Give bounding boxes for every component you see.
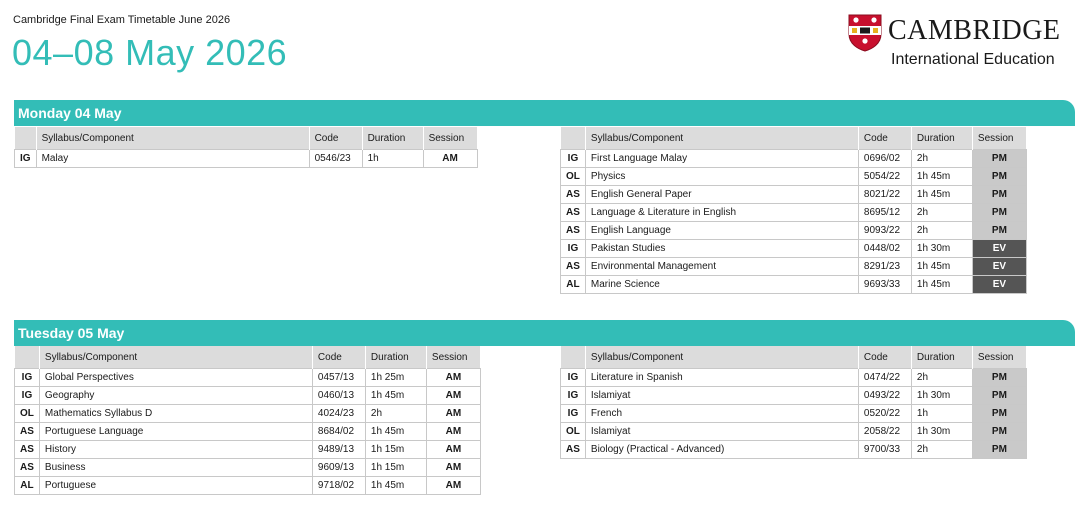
syllabus-cell: Environmental Management xyxy=(585,258,858,276)
table-row xyxy=(561,204,1027,222)
table-row xyxy=(561,240,1027,258)
level-cell: OL xyxy=(561,423,586,441)
duration-cell: 1h 15m xyxy=(365,459,426,477)
session-cell: PM xyxy=(972,186,1026,204)
session-cell: AM xyxy=(426,387,480,405)
duration-cell: 2h xyxy=(911,441,972,459)
duration-cell: 1h xyxy=(911,405,972,423)
session-cell: AM xyxy=(426,477,480,495)
col-level-header xyxy=(561,127,586,150)
syllabus-cell: Islamiyat xyxy=(585,387,858,405)
session-cell: EV xyxy=(972,240,1026,258)
session-cell: AM xyxy=(423,150,477,168)
col-session-header: Session xyxy=(972,127,1026,150)
table-row xyxy=(15,387,481,405)
code-cell: 4024/23 xyxy=(312,405,365,423)
code-cell: 0546/23 xyxy=(309,150,362,168)
code-cell: 9093/22 xyxy=(858,222,911,240)
duration-cell: 1h 45m xyxy=(911,258,972,276)
code-cell: 9489/13 xyxy=(312,441,365,459)
session-cell: EV xyxy=(972,258,1026,276)
col-session-header: Session xyxy=(972,346,1026,369)
syllabus-cell: Literature in Spanish xyxy=(585,369,858,387)
duration-cell: 1h 30m xyxy=(911,423,972,441)
syllabus-cell: English General Paper xyxy=(585,186,858,204)
duration-cell: 2h xyxy=(365,405,426,423)
duration-cell: 1h 15m xyxy=(365,441,426,459)
level-cell: OL xyxy=(15,405,40,423)
syllabus-cell: Islamiyat xyxy=(585,423,858,441)
session-cell: PM xyxy=(972,423,1026,441)
level-cell: IG xyxy=(561,150,586,168)
logo-subtitle: International Education xyxy=(891,51,1055,68)
code-cell: 9718/02 xyxy=(312,477,365,495)
col-code-header: Code xyxy=(312,346,365,369)
duration-cell: 1h 45m xyxy=(911,276,972,294)
code-cell: 5054/22 xyxy=(858,168,911,186)
table-row xyxy=(561,168,1027,186)
duration-cell: 1h 30m xyxy=(911,240,972,258)
table-row xyxy=(15,477,481,495)
timetable-tuesday-am xyxy=(14,346,481,495)
col-duration-header: Duration xyxy=(365,346,426,369)
duration-cell: 2h xyxy=(911,222,972,240)
session-cell: PM xyxy=(972,204,1026,222)
col-duration-header: Duration xyxy=(911,346,972,369)
level-cell: AS xyxy=(561,204,586,222)
syllabus-cell: Geography xyxy=(39,387,312,405)
code-cell: 0448/02 xyxy=(858,240,911,258)
duration-cell: 2h xyxy=(911,150,972,168)
table-row xyxy=(561,441,1027,459)
table-row xyxy=(561,222,1027,240)
table-row xyxy=(561,258,1027,276)
level-cell: AS xyxy=(561,186,586,204)
level-cell: AS xyxy=(561,258,586,276)
table-header-row xyxy=(15,127,478,150)
level-cell: AS xyxy=(15,423,40,441)
session-cell: PM xyxy=(972,387,1026,405)
timetable-monday-pm xyxy=(560,127,1027,294)
level-cell: IG xyxy=(561,405,586,423)
table-header-row xyxy=(561,127,1027,150)
code-cell: 9693/33 xyxy=(858,276,911,294)
syllabus-cell: Portuguese Language xyxy=(39,423,312,441)
duration-cell: 1h 45m xyxy=(911,186,972,204)
syllabus-cell: Language & Literature in English xyxy=(585,204,858,222)
level-cell: IG xyxy=(15,387,40,405)
session-cell: PM xyxy=(972,222,1026,240)
syllabus-cell: Biology (Practical - Advanced) xyxy=(585,441,858,459)
level-cell: IG xyxy=(561,369,586,387)
code-cell: 0493/22 xyxy=(858,387,911,405)
syllabus-cell: English Language xyxy=(585,222,858,240)
level-cell: IG xyxy=(561,387,586,405)
syllabus-cell: Physics xyxy=(585,168,858,186)
session-cell: PM xyxy=(972,369,1026,387)
table-row xyxy=(561,369,1027,387)
table-row xyxy=(15,369,481,387)
code-cell: 0457/13 xyxy=(312,369,365,387)
col-duration-header: Duration xyxy=(362,127,423,150)
logo-wordmark: CAMBRIDGE xyxy=(888,15,1061,46)
code-cell: 0696/02 xyxy=(858,150,911,168)
col-code-header: Code xyxy=(309,127,362,150)
level-cell: IG xyxy=(15,369,40,387)
level-cell: IG xyxy=(15,150,37,168)
table-row xyxy=(15,441,481,459)
table-row xyxy=(15,459,481,477)
syllabus-cell: Pakistan Studies xyxy=(585,240,858,258)
duration-cell: 1h 25m xyxy=(365,369,426,387)
session-cell: AM xyxy=(426,441,480,459)
col-level-header xyxy=(561,346,586,369)
code-cell: 8684/02 xyxy=(312,423,365,441)
col-syllabus-header: Syllabus/Component xyxy=(36,127,309,150)
session-cell: AM xyxy=(426,423,480,441)
col-session-header: Session xyxy=(426,346,480,369)
col-syllabus-header: Syllabus/Component xyxy=(585,127,858,150)
syllabus-cell: Portuguese xyxy=(39,477,312,495)
duration-cell: 1h 45m xyxy=(365,477,426,495)
session-cell: AM xyxy=(426,405,480,423)
table-row xyxy=(561,276,1027,294)
session-cell: AM xyxy=(426,369,480,387)
session-cell: PM xyxy=(972,405,1026,423)
level-cell: AL xyxy=(561,276,586,294)
table-row xyxy=(15,150,478,168)
supertitle: Cambridge Final Exam Timetable June 2026 xyxy=(13,14,231,26)
code-cell: 9609/13 xyxy=(312,459,365,477)
page-title: 04–08 May 2026 xyxy=(12,32,288,73)
duration-cell: 2h xyxy=(911,369,972,387)
session-cell: PM xyxy=(972,168,1026,186)
syllabus-cell: Malay xyxy=(36,150,309,168)
level-cell: AL xyxy=(15,477,40,495)
duration-cell: 1h 30m xyxy=(911,387,972,405)
table-row xyxy=(15,423,481,441)
syllabus-cell: Mathematics Syllabus D xyxy=(39,405,312,423)
col-code-header: Code xyxy=(858,127,911,150)
level-cell: AS xyxy=(15,459,40,477)
table-row xyxy=(561,405,1027,423)
col-syllabus-header: Syllabus/Component xyxy=(585,346,858,369)
session-cell: AM xyxy=(426,459,480,477)
syllabus-cell: Marine Science xyxy=(585,276,858,294)
table-row xyxy=(561,150,1027,168)
syllabus-cell: Global Perspectives xyxy=(39,369,312,387)
cambridge-logo xyxy=(848,14,1078,74)
session-cell: EV xyxy=(972,276,1026,294)
table-row xyxy=(561,387,1027,405)
syllabus-cell: History xyxy=(39,441,312,459)
level-cell: AS xyxy=(561,222,586,240)
code-cell: 2058/22 xyxy=(858,423,911,441)
col-duration-header: Duration xyxy=(911,127,972,150)
table-row xyxy=(561,423,1027,441)
timetable-monday-am xyxy=(14,127,478,168)
level-cell: IG xyxy=(561,240,586,258)
code-cell: 0474/22 xyxy=(858,369,911,387)
col-level-header xyxy=(15,346,40,369)
table-header-row xyxy=(561,346,1027,369)
table-row xyxy=(15,405,481,423)
duration-cell: 1h 45m xyxy=(365,423,426,441)
syllabus-cell: French xyxy=(585,405,858,423)
code-cell: 0520/22 xyxy=(858,405,911,423)
code-cell: 0460/13 xyxy=(312,387,365,405)
table-row xyxy=(561,186,1027,204)
col-session-header: Session xyxy=(423,127,477,150)
col-syllabus-header: Syllabus/Component xyxy=(39,346,312,369)
level-cell: AS xyxy=(15,441,40,459)
day-header-monday: Monday 04 May xyxy=(14,100,1075,126)
code-cell: 8021/22 xyxy=(858,186,911,204)
session-cell: PM xyxy=(972,150,1026,168)
col-code-header: Code xyxy=(858,346,911,369)
crest-icon xyxy=(848,14,882,52)
table-header-row xyxy=(15,346,481,369)
level-cell: AS xyxy=(561,441,586,459)
level-cell: OL xyxy=(561,168,586,186)
duration-cell: 2h xyxy=(911,204,972,222)
duration-cell: 1h xyxy=(362,150,423,168)
col-level-header xyxy=(15,127,37,150)
session-cell: PM xyxy=(972,441,1026,459)
timetable-tuesday-pm xyxy=(560,346,1027,459)
duration-cell: 1h 45m xyxy=(911,168,972,186)
code-cell: 8291/23 xyxy=(858,258,911,276)
syllabus-cell: First Language Malay xyxy=(585,150,858,168)
day-header-tuesday: Tuesday 05 May xyxy=(14,320,1075,346)
syllabus-cell: Business xyxy=(39,459,312,477)
code-cell: 8695/12 xyxy=(858,204,911,222)
duration-cell: 1h 45m xyxy=(365,387,426,405)
code-cell: 9700/33 xyxy=(858,441,911,459)
